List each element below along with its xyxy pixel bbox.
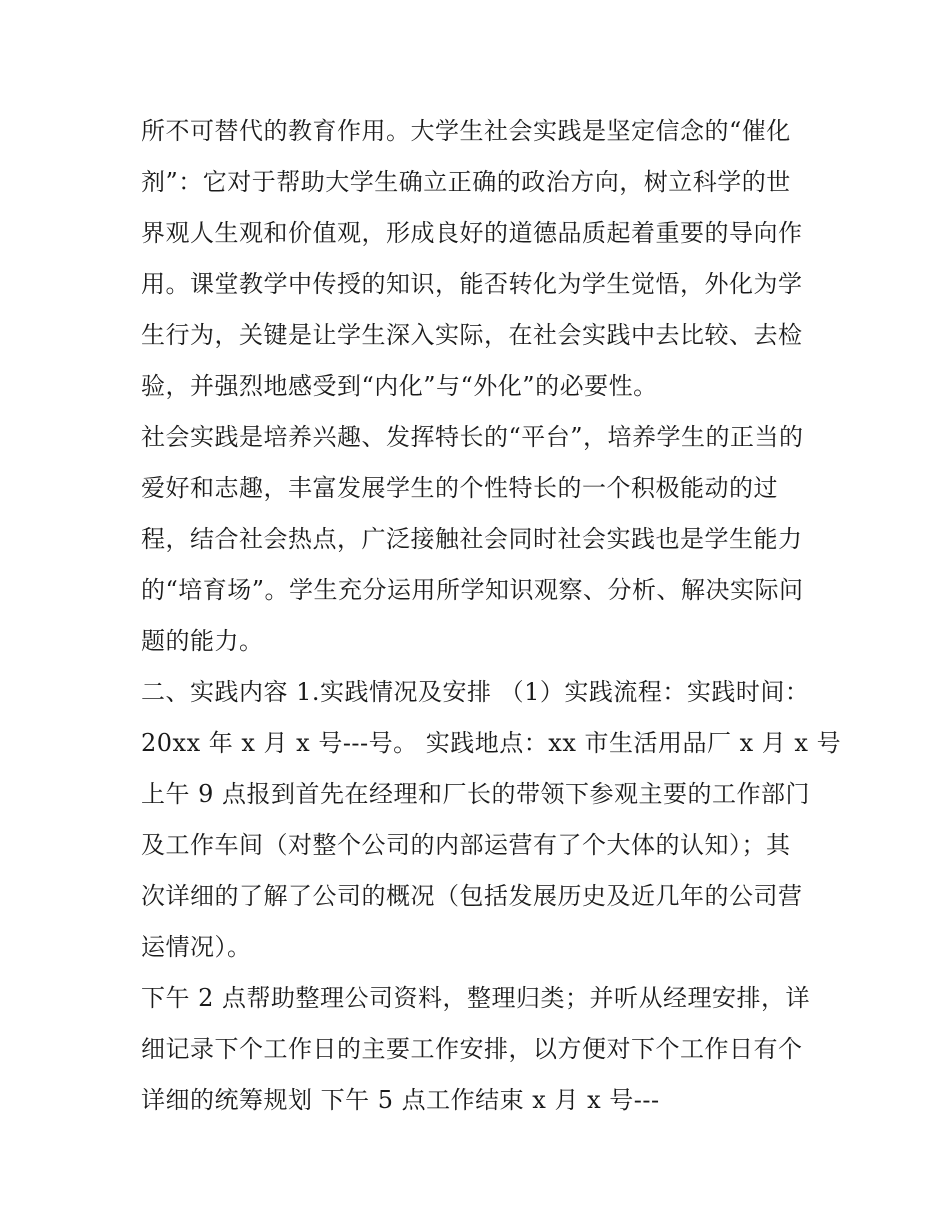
paragraph-practice-role xyxy=(141,106,817,412)
text-line: 验，并强烈地感受到“内化”与“外化”的必要性。 xyxy=(141,372,658,400)
text-line: 的“培育场”。学生充分运用所学知识观察、分析、解决实际问 xyxy=(141,576,804,604)
text-line: 次详细的了解了公司的概况（包括发展历史及近几年的公司营 xyxy=(141,882,803,910)
text-line: 及工作车间（对整个公司的内部运营有了个大体的认知）；其 xyxy=(141,831,791,859)
text-line: 题的能力。 xyxy=(141,627,264,655)
text-line: 上午 9 点报到首先在经理和厂长的带领下参观主要的工作部门 xyxy=(141,780,811,808)
paragraph-practice-content xyxy=(141,667,842,973)
text-line: 界观人生观和价值观，形成良好的道德品质起着重要的导向作 xyxy=(141,219,803,247)
text-line: 社会实践是培养兴趣、发挥特长的“平台”，培养学生的正当的 xyxy=(141,423,804,451)
text-line: 所不可替代的教育作用。大学生社会实践是坚定信念的“催化 xyxy=(141,117,791,145)
text-line: 20xx 年 x 月 x 号---号。 实践地点：xx 市生活用品厂 x 月 x 号 xyxy=(141,729,842,757)
text-line: 下午 2 点帮助整理公司资料，整理归类；并听从经理安排，详 xyxy=(141,984,811,1012)
text-line: 细记录下个工作日的主要工作安排，以方便对下个工作日有个 xyxy=(141,1035,803,1063)
text-line: 详细的统筹规划 下午 5 点工作结束 x 月 x 号--- xyxy=(141,1086,660,1114)
text-line: 运情况）。 xyxy=(141,933,252,961)
text-line: 用。课堂教学中传授的知识，能否转化为学生觉悟，外化为学 xyxy=(141,270,803,298)
text-line: 爱好和志趣，丰富发展学生的个性特长的一个积极能动的过 xyxy=(141,474,778,502)
text-line: 二、实践内容 1.实践情况及安排 （1）实践流程：实践时间： xyxy=(141,678,810,706)
document-body xyxy=(141,106,842,1126)
text-line: 生行为，关键是让学生深入实际，在社会实践中去比较、去检 xyxy=(141,321,803,349)
text-line: 程，结合社会热点，广泛接触社会同时社会实践也是学生能力 xyxy=(141,525,803,553)
text-line: 剂”：它对于帮助大学生确立正确的政治方向，树立科学的世 xyxy=(141,168,791,196)
paragraph-practice-platform xyxy=(141,412,817,667)
paragraph-afternoon-schedule xyxy=(141,973,817,1126)
